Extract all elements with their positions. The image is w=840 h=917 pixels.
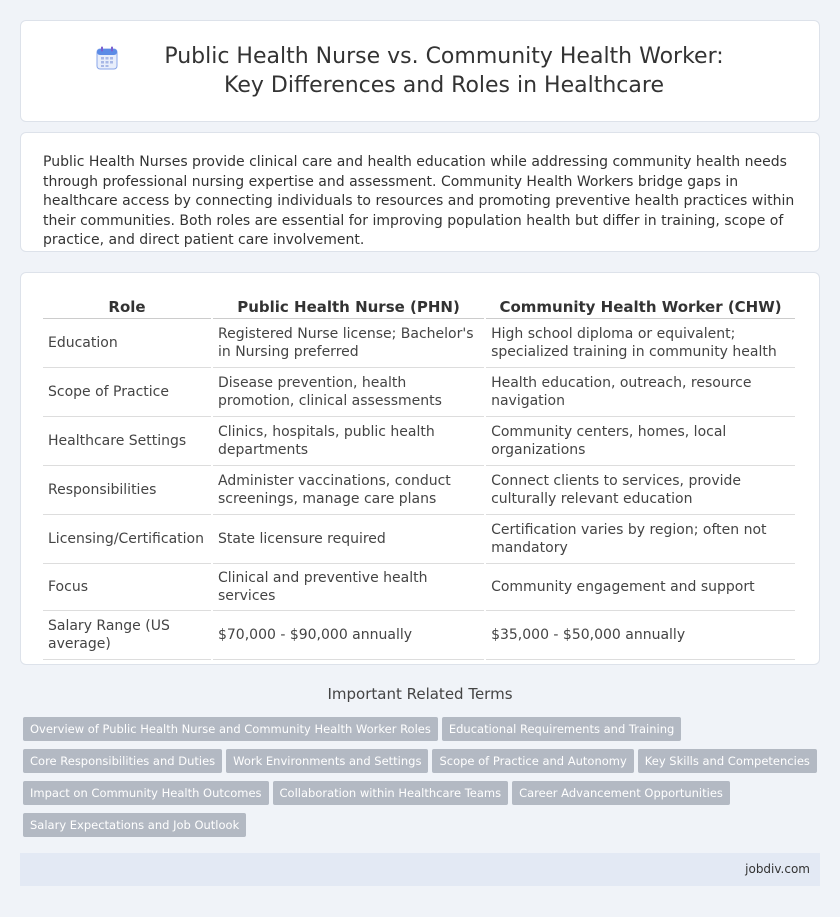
related-tag[interactable]: Impact on Community Health Outcomes	[23, 781, 269, 805]
row-label: Healthcare Settings	[43, 417, 211, 466]
table-row	[43, 466, 795, 515]
page-title: Public Health Nurse vs. Community Health Worker: Key Differences and Roles in Healthcare	[164, 44, 724, 98]
row-label: Education	[43, 319, 211, 368]
row-label: Scope of Practice	[43, 368, 211, 417]
header-chw: Community Health Worker (CHW)	[486, 295, 795, 319]
footer	[20, 853, 820, 886]
comparison-card	[20, 272, 820, 665]
chw-cell: Community engagement and support	[486, 564, 795, 611]
row-label: Licensing/Certification	[43, 515, 211, 564]
phn-cell: Administer vaccinations, conduct screenings, manage care plans	[213, 466, 484, 515]
phn-cell: Clinics, hospitals, public health departments	[213, 417, 484, 466]
table-row	[43, 611, 795, 660]
related-tag[interactable]: Overview of Public Health Nurse and Community Health Worker Roles	[23, 717, 438, 741]
chw-cell: High school diploma or equivalent; specialized training in community health	[486, 319, 795, 368]
related-tag[interactable]: Salary Expectations and Job Outlook	[23, 813, 246, 837]
phn-cell: Registered Nurse license; Bachelor's in Nursing preferred	[213, 319, 484, 368]
table-header-row	[43, 295, 795, 319]
chw-cell: Connect clients to services, provide culturally relevant education	[486, 466, 795, 515]
related-tags	[23, 717, 823, 845]
related-tag[interactable]: Career Advancement Opportunities	[512, 781, 730, 805]
intro-text: Public Health Nurses provide clinical care and health education while addressing community health needs through professional nursing expertise and assessment. Community Health Workers bridge gaps in healthcare access by connecting individuals to resources and promoting preventive health practices within their communities. Both roles are essential for improving population health but differ in training, scope of practice, and direct patient care involvement.	[43, 154, 795, 248]
related-tag[interactable]: Key Skills and Competencies	[638, 749, 817, 773]
related-tag[interactable]: Core Responsibilities and Duties	[23, 749, 222, 773]
phn-cell: $70,000 - $90,000 annually	[213, 611, 484, 660]
chw-cell: Certification varies by region; often not mandatory	[486, 515, 795, 564]
chw-cell: $35,000 - $50,000 annually	[486, 611, 795, 660]
header-phn: Public Health Nurse (PHN)	[213, 295, 484, 319]
related-tag[interactable]: Collaboration within Healthcare Teams	[273, 781, 509, 805]
chw-cell: Community centers, homes, local organizations	[486, 417, 795, 466]
table-row	[43, 417, 795, 466]
related-tag[interactable]: Educational Requirements and Training	[442, 717, 681, 741]
intro-card	[20, 132, 820, 252]
footer-site-link[interactable]: jobdiv.com	[745, 862, 810, 876]
row-label: Focus	[43, 564, 211, 611]
row-label: Responsibilities	[43, 466, 211, 515]
related-terms-title: Important Related Terms	[327, 685, 513, 703]
related-tag[interactable]: Work Environments and Settings	[226, 749, 428, 773]
calendar-icon	[96, 46, 118, 70]
header-card	[20, 20, 820, 122]
table-row	[43, 368, 795, 417]
table-row	[43, 319, 795, 368]
header-role: Role	[43, 295, 211, 319]
related-tag[interactable]: Scope of Practice and Autonomy	[432, 749, 633, 773]
phn-cell: State licensure required	[213, 515, 484, 564]
phn-cell: Clinical and preventive health services	[213, 564, 484, 611]
table-row	[43, 564, 795, 611]
header-inner	[96, 42, 744, 100]
comparison-table	[41, 295, 797, 660]
table-row	[43, 515, 795, 564]
chw-cell: Health education, outreach, resource navigation	[486, 368, 795, 417]
row-label: Salary Range (US average)	[43, 611, 211, 660]
phn-cell: Disease prevention, health promotion, clinical assessments	[213, 368, 484, 417]
